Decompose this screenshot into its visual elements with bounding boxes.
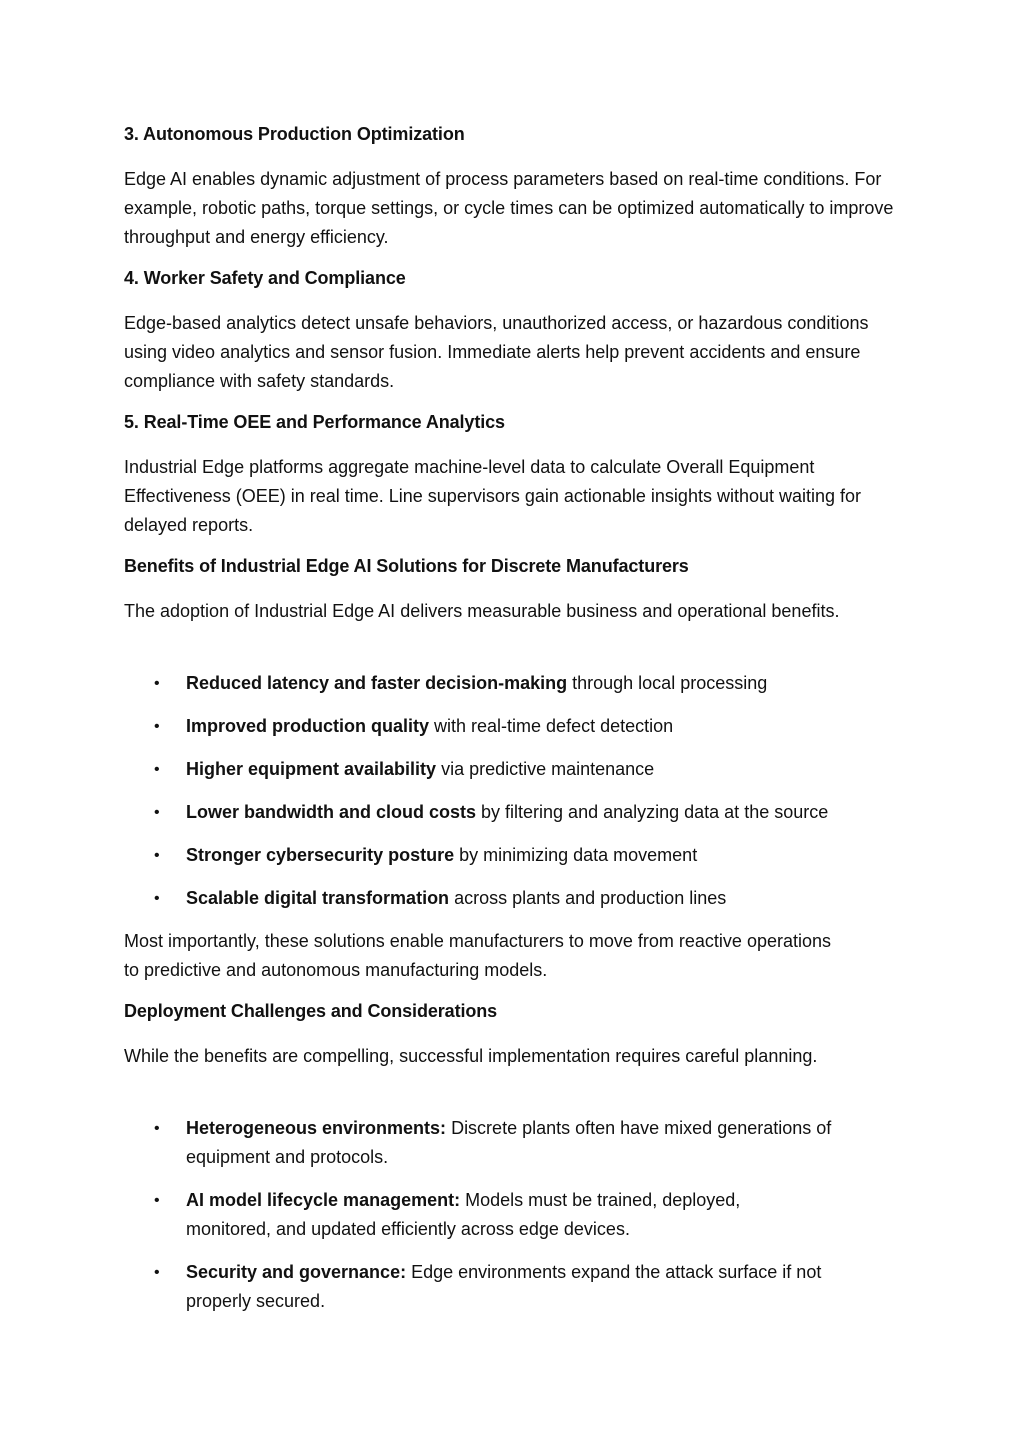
bullet-icon: •	[154, 1120, 160, 1137]
bullet-icon: •	[154, 804, 160, 821]
benefit-list-item	[124, 798, 904, 827]
benefit-text: across plants and production lines	[449, 888, 727, 908]
challenge-list-item	[124, 1186, 904, 1244]
benefits-heading: Benefits of Industrial Edge AI Solutions for Discrete Manufacturers	[124, 556, 689, 576]
section-paragraph-oee-analytics: Industrial Edge platforms aggregate machine-level data to calculate Overall Equipment Effectiveness (OEE) in real time. Line supervisors gain actionable insights without waiting for delayed reports.	[124, 457, 862, 535]
benefit-list-item	[124, 841, 904, 870]
benefit-bold: Stronger cybersecurity posture	[186, 845, 455, 865]
benefit-list-item	[124, 884, 904, 913]
section-heading-worker-safety: 4. Worker Safety and Compliance	[124, 268, 406, 288]
challenge-text: Discrete plants often have mixed generations of equipment and protocols.	[186, 1118, 832, 1167]
benefit-list-item	[124, 669, 904, 698]
bullet-icon: •	[154, 890, 160, 907]
benefit-bold: Lower bandwidth and cloud costs	[186, 802, 477, 822]
bullet-icon: •	[154, 1264, 160, 1281]
benefit-bold: Scalable digital transformation	[186, 888, 450, 908]
benefit-list-item	[124, 755, 904, 784]
challenge-text: Models must be trained, deployed, monitored, and updated efficiently across edge devices.	[186, 1190, 741, 1239]
bullet-icon: •	[154, 718, 160, 735]
bullet-icon: •	[154, 1192, 160, 1209]
benefits-conclusion: Most importantly, these solutions enable manufacturers to move from reactive operations to predictive and autonomous manufacturing models.	[124, 931, 832, 980]
challenge-text: Edge environments expand the attack surface if not properly secured.	[186, 1262, 822, 1311]
benefits-intro: The adoption of Industrial Edge AI delivers measurable business and operational benefits.	[124, 601, 840, 621]
bullet-icon: •	[154, 675, 160, 692]
benefit-bold: Improved production quality	[186, 716, 430, 736]
challenge-bold: Heterogeneous environments:	[186, 1118, 447, 1138]
section-heading-oee-analytics: 5. Real-Time OEE and Performance Analytics	[124, 412, 505, 432]
benefit-text: with real-time defect detection	[429, 716, 674, 736]
benefit-list-item	[124, 712, 904, 741]
challenges-intro: While the benefits are compelling, successful implementation requires careful planning.	[124, 1046, 818, 1066]
challenges-heading: Deployment Challenges and Considerations	[124, 1001, 498, 1021]
challenge-list-item	[124, 1258, 904, 1316]
challenge-bold: AI model lifecycle management:	[186, 1190, 461, 1210]
benefit-text: through local processing	[567, 673, 768, 693]
section-paragraph-autonomous-optimization: Edge AI enables dynamic adjustment of process parameters based on real-time conditions. For example, robotic paths, torque settings, or cycle times can be optimized automatically to improve throughput and energy efficiency.	[124, 169, 894, 247]
bullet-icon: •	[154, 847, 160, 864]
benefit-text: by filtering and analyzing data at the source	[476, 802, 829, 822]
benefit-text: via predictive maintenance	[436, 759, 655, 779]
challenge-bold: Security and governance:	[186, 1262, 407, 1282]
benefit-bold: Higher equipment availability	[186, 759, 437, 779]
challenge-list-item	[124, 1114, 904, 1172]
section-paragraph-worker-safety: Edge-based analytics detect unsafe behaviors, unauthorized access, or hazardous conditions using video analytics and sensor fusion. Immediate alerts help prevent accidents and ensure compliance with safety standards.	[124, 313, 869, 391]
section-heading-autonomous-optimization: 3. Autonomous Production Optimization	[124, 124, 465, 144]
benefit-bold: Reduced latency and faster decision-making	[186, 673, 568, 693]
benefit-text: by minimizing data movement	[454, 845, 698, 865]
bullet-icon: •	[154, 761, 160, 778]
